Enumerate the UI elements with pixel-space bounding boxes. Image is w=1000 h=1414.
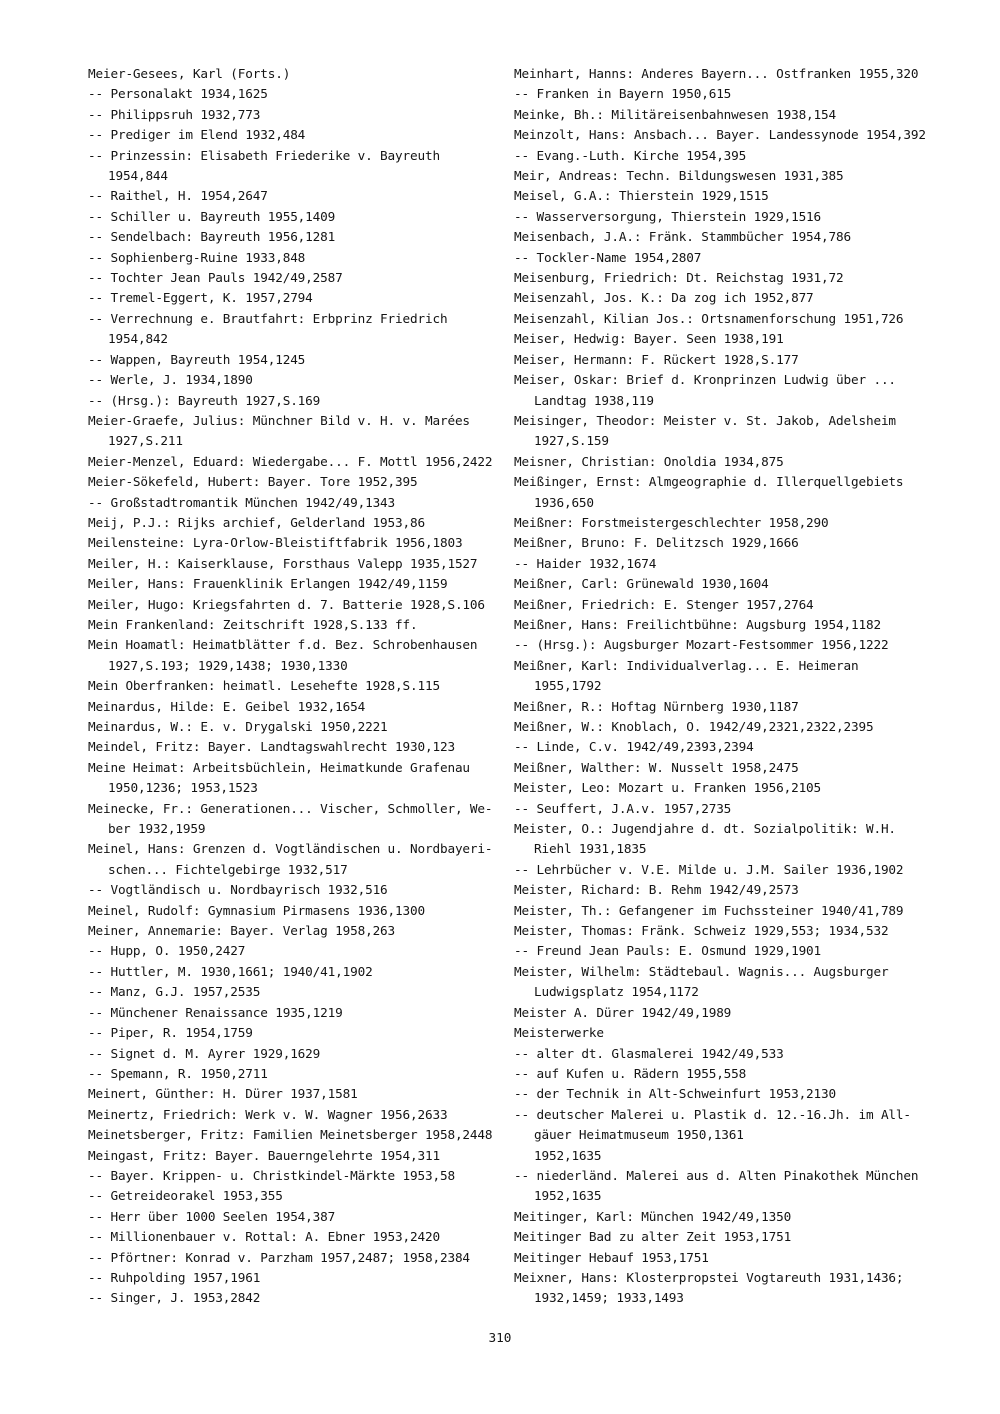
index-entry: Meisenbach, J.A.: Fränk. Stammbücher 1954,786 bbox=[514, 229, 851, 245]
index-entry: -- (Hrsg.): Bayreuth 1927,S.169 bbox=[88, 392, 321, 408]
index-entry: -- Vogtländisch u. Nordbayrisch 1932,516 bbox=[88, 882, 388, 898]
index-entry: -- Tremel-Eggert, K. 1957,2794 bbox=[88, 290, 313, 306]
index-entry: -- Linde, C.v. 1942/49,2393,2394 bbox=[514, 739, 754, 755]
index-entry: -- alter dt. Glasmalerei 1942/49,533 bbox=[514, 1045, 784, 1061]
index-entry: Meir, Andreas: Techn. Bildungswesen 1931,385 bbox=[514, 168, 844, 184]
index-entry: Meinel, Rudolf: Gymnasium Pirmasens 1936,1300 bbox=[88, 902, 425, 918]
right-column bbox=[514, 64, 934, 1309]
index-entry: Meitinger Hebauf 1953,1751 bbox=[514, 1249, 709, 1265]
index-entry-continuation: 1927,S.193; 1929,1438; 1930,1330 bbox=[108, 657, 348, 673]
index-entry-continuation: 1932,1459; 1933,1493 bbox=[534, 1290, 684, 1306]
index-entry: -- auf Kufen u. Rädern 1955,558 bbox=[514, 1065, 747, 1081]
index-entry: -- der Technik in Alt-Schweinfurt 1953,2130 bbox=[514, 1086, 837, 1102]
index-entry: -- Seuffert, J.A.v. 1957,2735 bbox=[514, 800, 732, 816]
index-entry: -- Schiller u. Bayreuth 1955,1409 bbox=[88, 208, 336, 224]
index-entry-continuation: 1954,844 bbox=[108, 168, 168, 184]
index-entry: Meißner, Walther: W. Nusselt 1958,2475 bbox=[514, 759, 799, 775]
index-entry: Meißner, W.: Knoblach, O. 1942/49,2321,2322,2395 bbox=[514, 719, 874, 734]
index-entry: -- Prinzessin: Elisabeth Friederike v. Bayreuth bbox=[88, 147, 440, 163]
index-entry: Meitinger Bad zu alter Zeit 1953,1751 bbox=[514, 1229, 792, 1245]
index-entry: Meißner, Hans: Freilichtbühne: Augsburg 1954,1182 bbox=[514, 616, 881, 632]
index-entry: Meiser, Hermann: F. Rückert 1928,S.177 bbox=[514, 351, 799, 367]
index-entry: Meisterwerke bbox=[514, 1025, 604, 1041]
index-entry: -- Prediger im Elend 1932,484 bbox=[88, 127, 306, 143]
index-entry: -- Signet d. M. Ayrer 1929,1629 bbox=[88, 1045, 321, 1061]
index-entry: -- Lehrbücher v. V.E. Milde u. J.M. Sailer 1936,1902 bbox=[514, 861, 904, 877]
index-entry: -- Philippsruh 1932,773 bbox=[88, 106, 261, 122]
index-entry: Meinhart, Hanns: Anderes Bayern... Ostfranken 1955,320 bbox=[514, 66, 919, 81]
index-entry: -- Personalakt 1934,1625 bbox=[88, 86, 268, 102]
index-entry: Meisner, Christian: Onoldia 1934,875 bbox=[514, 453, 784, 469]
index-entry: -- niederländ. Malerei aus d. Alten Pinakothek München bbox=[514, 1167, 919, 1183]
index-entry: Meixner, Hans: Klosterpropstei Vogtareuth 1931,1436; bbox=[514, 1269, 904, 1285]
index-entry: -- Ruhpolding 1957,1961 bbox=[88, 1269, 261, 1285]
index-entry-continuation: Landtag 1938,119 bbox=[534, 392, 654, 408]
index-entry: Mein Oberfranken: heimatl. Lesehefte 1928,S.115 bbox=[88, 678, 440, 694]
index-entry: Meißner, Bruno: F. Delitzsch 1929,1666 bbox=[514, 535, 799, 551]
index-entry: Meiler, Hugo: Kriegsfahrten d. 7. Batterie 1928,S.106 bbox=[88, 596, 485, 612]
index-entry: Meisenzahl, Jos. K.: Da zog ich 1952,877 bbox=[514, 290, 814, 306]
index-entry: Meitinger, Karl: München 1942/49,1350 bbox=[514, 1208, 792, 1224]
index-entry: Meißner: Forstmeistergeschlechter 1958,290 bbox=[514, 514, 829, 530]
index-entry: -- Bayer. Krippen- u. Christkindel-Märkte 1953,58 bbox=[88, 1167, 455, 1183]
index-entry: Meißner, Carl: Grünewald 1930,1604 bbox=[514, 576, 769, 592]
index-entry: -- Getreideorakel 1953,355 bbox=[88, 1188, 283, 1204]
index-entry: -- Manz, G.J. 1957,2535 bbox=[88, 984, 261, 1000]
index-entry-continuation: Ludwigsplatz 1954,1172 bbox=[534, 984, 699, 1000]
index-entry: Meister A. Dürer 1942/49,1989 bbox=[514, 1004, 732, 1020]
index-entry: Meister, Richard: B. Rehm 1942/49,2573 bbox=[514, 882, 799, 898]
index-entry: Meier-Graefe, Julius: Münchner Bild v. H. v. Marées bbox=[88, 412, 470, 428]
index-entry: Meisenzahl, Kilian Jos.: Ortsnamenforschung 1951,726 bbox=[514, 310, 904, 326]
index-entry: Meißinger, Ernst: Almgeographie d. Illerquellgebiets bbox=[514, 474, 904, 490]
index-entry: Meinetsberger, Fritz: Familien Meinetsberger 1958,2448 bbox=[88, 1127, 493, 1143]
index-entry: Meinzolt, Hans: Ansbach... Bayer. Landessynode 1954,392 bbox=[514, 127, 926, 143]
index-entry-continuation: schen... Fichtelgebirge 1932,517 bbox=[108, 861, 348, 877]
index-entry: Meister, Th.: Gefangener im Fuchssteiner 1940/41,789 bbox=[514, 902, 904, 918]
index-entry-continuation: 1952,1635 bbox=[534, 1188, 602, 1204]
index-entry: -- Millionenbauer v. Rottal: A. Ebner 1953,2420 bbox=[88, 1229, 440, 1245]
index-entry: Meinertz, Friedrich: Werk v. W. Wagner 1956,2633 bbox=[88, 1106, 448, 1122]
index-entry-continuation: 1955,1792 bbox=[534, 678, 602, 694]
index-entry: Meiser, Hedwig: Bayer. Seen 1938,191 bbox=[514, 331, 784, 347]
index-entry: Meister, O.: Jugendjahre d. dt. Sozialpolitik: W.H. bbox=[514, 821, 896, 837]
index-entry: -- Spemann, R. 1950,2711 bbox=[88, 1065, 268, 1081]
index-entry: Meindel, Fritz: Bayer. Landtagswahlrecht 1930,123 bbox=[88, 739, 455, 755]
index-entry-continuation: ber 1932,1959 bbox=[108, 821, 206, 837]
index-entry: -- Haider 1932,1674 bbox=[514, 555, 657, 571]
index-entry: Meinert, Günther: H. Dürer 1937,1581 bbox=[88, 1086, 358, 1102]
index-entry: -- Wappen, Bayreuth 1954,1245 bbox=[88, 351, 306, 367]
index-entry: -- Raithel, H. 1954,2647 bbox=[88, 188, 268, 204]
index-entry: -- Piper, R. 1954,1759 bbox=[88, 1025, 253, 1041]
index-entry: -- Evang.-Luth. Kirche 1954,395 bbox=[514, 147, 747, 163]
index-entry: Meilensteine: Lyra-Orlow-Bleistiftfabrik 1956,1803 bbox=[88, 535, 463, 551]
index-entry-continuation: Riehl 1931,1835 bbox=[534, 841, 647, 857]
index-entry: -- Freund Jean Pauls: E. Osmund 1929,1901 bbox=[514, 943, 822, 959]
index-entry-continuation: 1952,1635 bbox=[534, 1147, 602, 1163]
index-entry: Meine Heimat: Arbeitsbüchlein, Heimatkunde Grafenau bbox=[88, 759, 470, 775]
index-entry: Meister, Leo: Mozart u. Franken 1956,2105 bbox=[514, 780, 822, 796]
index-entry-continuation: 1954,842 bbox=[108, 331, 168, 347]
index-entry: -- Singer, J. 1953,2842 bbox=[88, 1290, 261, 1306]
index-entry: -- (Hrsg.): Augsburger Mozart-Festsommer 1956,1222 bbox=[514, 637, 889, 653]
page-number: 310 bbox=[488, 1330, 512, 1345]
index-entry: -- deutscher Malerei u. Plastik d. 12.-16.Jh. im All- bbox=[514, 1106, 911, 1122]
index-entry: -- Großstadtromantik München 1942/49,1343 bbox=[88, 494, 396, 510]
index-entry: Meinel, Hans: Grenzen d. Vogtländischen u. Nordbayeri- bbox=[88, 841, 493, 857]
index-entry: Meisinger, Theodor: Meister v. St. Jakob, Adelsheim bbox=[514, 412, 896, 428]
index-entry: Meißner, Karl: Individualverlag... E. Heimeran bbox=[514, 657, 859, 673]
index-entry-continuation: 1927,S.159 bbox=[534, 433, 609, 449]
index-entry: -- Münchener Renaissance 1935,1219 bbox=[88, 1004, 343, 1020]
index-entry: Meiser, Oskar: Brief d. Kronprinzen Ludwig über ... bbox=[514, 372, 896, 388]
index-entry: Meier-Menzel, Eduard: Wiedergabe... F. Mottl 1956,2422 bbox=[88, 453, 493, 469]
index-entry: Meisel, G.A.: Thierstein 1929,1515 bbox=[514, 188, 769, 204]
index-entry: Mein Frankenland: Zeitschrift 1928,S.133 ff. bbox=[88, 616, 418, 632]
index-entry-continuation: 1950,1236; 1953,1523 bbox=[108, 780, 258, 796]
index-entry: Meiler, H.: Kaiserklause, Forsthaus Valepp 1935,1527 bbox=[88, 555, 478, 571]
index-entry: Meinardus, W.: E. v. Drygalski 1950,2221 bbox=[88, 719, 388, 734]
index-entry: Meij, P.J.: Rijks archief, Gelderland 1953,86 bbox=[88, 514, 425, 530]
index-entry: Meister, Thomas: Fränk. Schweiz 1929,553; 1934,532 bbox=[514, 923, 889, 939]
index-entry: Meier-Sökefeld, Hubert: Bayer. Tore 1952,395 bbox=[88, 474, 418, 490]
index-entry: Meinardus, Hilde: E. Geibel 1932,1654 bbox=[88, 698, 366, 714]
index-entry: -- Wasserversorgung, Thierstein 1929,1516 bbox=[514, 208, 822, 224]
index-entry: Meier-Gesees, Karl (Forts.) bbox=[88, 66, 291, 81]
index-entry: Meingast, Fritz: Bayer. Bauerngelehrte 1954,311 bbox=[88, 1147, 440, 1163]
index-entry: -- Tochter Jean Pauls 1942/49,2587 bbox=[88, 270, 343, 286]
index-entry: -- Franken in Bayern 1950,615 bbox=[514, 86, 732, 102]
index-entry: Meiner, Annemarie: Bayer. Verlag 1958,263 bbox=[88, 923, 396, 939]
index-entry-continuation: 1936,650 bbox=[534, 494, 594, 510]
index-entry: Meißner, R.: Hoftag Nürnberg 1930,1187 bbox=[514, 698, 799, 714]
index-entry: Meinecke, Fr.: Generationen... Vischer, Schmoller, We- bbox=[88, 800, 493, 816]
index-entry: -- Tockler-Name 1954,2807 bbox=[514, 249, 702, 265]
index-entry: Meisenburg, Friedrich: Dt. Reichstag 1931,72 bbox=[514, 270, 844, 286]
index-entry: -- Pförtner: Konrad v. Parzham 1957,2487; 1958,2384 bbox=[88, 1249, 470, 1265]
index-entry-continuation: 1927,S.211 bbox=[108, 433, 183, 449]
index-entry: -- Verrechnung e. Brautfahrt: Erbprinz Friedrich bbox=[88, 310, 448, 326]
left-column bbox=[88, 64, 493, 1309]
index-entry: -- Huttler, M. 1930,1661; 1940/41,1902 bbox=[88, 963, 373, 979]
index-entry: Meister, Wilhelm: Städtebaul. Wagnis... Augsburger bbox=[514, 963, 889, 979]
index-entry: Meiler, Hans: Frauenklinik Erlangen 1942/49,1159 bbox=[88, 576, 448, 592]
index-entry: -- Hupp, O. 1950,2427 bbox=[88, 943, 246, 959]
index-entry: Mein Hoamatl: Heimatblätter f.d. Bez. Schrobenhausen bbox=[88, 637, 478, 653]
index-entry-continuation: gäuer Heimatmuseum 1950,1361 bbox=[534, 1127, 744, 1143]
index-entry: Meißner, Friedrich: E. Stenger 1957,2764 bbox=[514, 596, 814, 612]
index-entry: -- Sophienberg-Ruine 1933,848 bbox=[88, 249, 306, 265]
index-entry: -- Herr über 1000 Seelen 1954,387 bbox=[88, 1208, 336, 1224]
index-entry: -- Sendelbach: Bayreuth 1956,1281 bbox=[88, 229, 336, 245]
index-entry: -- Werle, J. 1934,1890 bbox=[88, 372, 253, 388]
index-entry: Meinke, Bh.: Militäreisenbahnwesen 1938,154 bbox=[514, 106, 837, 122]
